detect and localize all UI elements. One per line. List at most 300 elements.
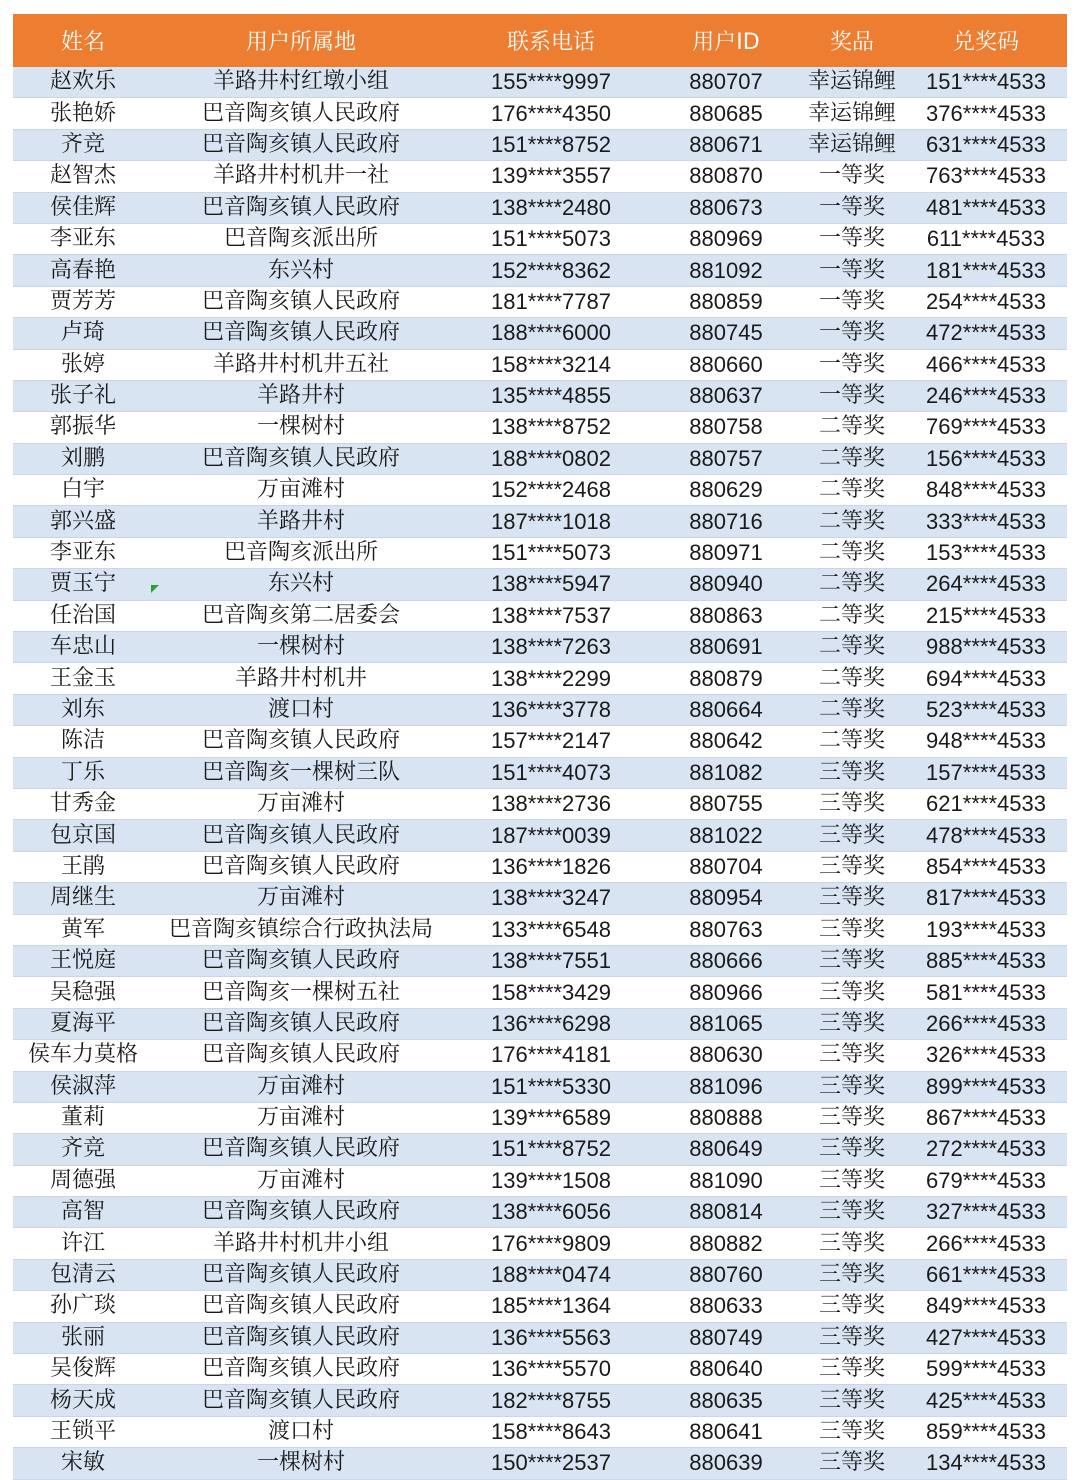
cell-redeem-code: 466****4533 [905,349,1067,380]
cell-user-id: 881090 [653,1165,799,1196]
cell-phone: 138****7263 [449,632,653,663]
cell-name: 张婷 [13,349,153,380]
cell-phone: 158****8643 [449,1416,653,1447]
cell-phone: 151****8752 [449,129,653,160]
cell-prize: 三等奖 [799,788,905,819]
cell-location: 渡口村 [153,1416,449,1447]
cell-phone: 155****9997 [449,67,653,98]
cell-name: 甘秀金 [13,788,153,819]
cell-user-id: 880971 [653,537,799,568]
cell-location: 巴音陶亥镇人民政府 [153,1385,449,1416]
cell-prize: 二等奖 [799,537,905,568]
cell-location: 巴音陶亥镇人民政府 [153,192,449,223]
cell-phone: 138****3247 [449,883,653,914]
cell-phone: 157****2147 [449,726,653,757]
table-row [13,1040,1067,1071]
cell-name: 王锁平 [13,1416,153,1447]
cell-phone: 138****2299 [449,663,653,694]
cell-name: 王金玉 [13,663,153,694]
table-row [13,694,1067,725]
cell-name: 任治国 [13,600,153,631]
cell-prize: 三等奖 [799,1322,905,1353]
cell-prize: 三等奖 [799,851,905,882]
table-row [13,1291,1067,1322]
cell-name: 吴俊辉 [13,1354,153,1385]
cell-prize: 一等奖 [799,380,905,411]
table-row [13,600,1067,631]
cell-prize: 二等奖 [799,569,905,600]
cell-redeem-code: 427****4533 [905,1322,1067,1353]
cell-phone: 151****8752 [449,1134,653,1165]
cell-location: 巴音陶亥镇人民政府 [153,1291,449,1322]
cell-user-id: 880882 [653,1228,799,1259]
cell-prize: 三等奖 [799,1385,905,1416]
cell-redeem-code: 181****4533 [905,255,1067,286]
cell-location: 巴音陶亥镇人民政府 [153,945,449,976]
cell-prize: 一等奖 [799,192,905,223]
cell-redeem-code: 215****4533 [905,600,1067,631]
cell-prize: 一等奖 [799,161,905,192]
cell-user-id: 880639 [653,1448,799,1479]
cell-prize: 三等奖 [799,820,905,851]
cell-user-id: 880716 [653,506,799,537]
table-row [13,1385,1067,1416]
header-location: 用户所属地 [153,14,449,67]
cell-redeem-code: 327****4533 [905,1197,1067,1228]
cell-name: 齐竞 [13,1134,153,1165]
cell-redeem-code: 763****4533 [905,161,1067,192]
cell-user-id: 880630 [653,1040,799,1071]
cell-location: 巴音陶亥镇人民政府 [153,851,449,882]
cell-redeem-code: 694****4533 [905,663,1067,694]
cell-prize: 三等奖 [799,1071,905,1102]
cell-location: 巴音陶亥派出所 [153,537,449,568]
cell-phone: 188****0802 [449,443,653,474]
cell-name: 李亚东 [13,223,153,254]
cell-name: 董莉 [13,1102,153,1133]
table-row [13,380,1067,411]
header-user-id: 用户ID [653,14,799,67]
table-row [13,569,1067,600]
cell-prize: 二等奖 [799,726,905,757]
cell-user-id: 881065 [653,1008,799,1039]
cell-phone: 158****3429 [449,977,653,1008]
cell-name: 丁乐 [13,757,153,788]
cell-phone: 138****6056 [449,1197,653,1228]
table-row [13,914,1067,945]
cell-prize: 二等奖 [799,600,905,631]
cell-location: 万亩滩村 [153,883,449,914]
header-prize: 奖品 [799,14,905,67]
cell-phone: 188****6000 [449,318,653,349]
cell-prize: 二等奖 [799,632,905,663]
cell-location: 巴音陶亥一棵树三队 [153,757,449,788]
cell-name: 赵欢乐 [13,67,153,98]
table-row [13,1165,1067,1196]
cell-name: 周德强 [13,1165,153,1196]
cell-redeem-code: 478****4533 [905,820,1067,851]
cell-name: 侯车力莫格 [13,1040,153,1071]
cell-prize: 幸运锦鲤 [799,67,905,98]
cell-location: 羊路井村机井小组 [153,1228,449,1259]
cell-name: 陈洁 [13,726,153,757]
table-row [13,349,1067,380]
cell-phone: 138****2480 [449,192,653,223]
cell-prize: 三等奖 [799,977,905,1008]
cell-user-id: 880954 [653,883,799,914]
cell-user-id: 880637 [653,380,799,411]
cell-user-id: 880757 [653,443,799,474]
cell-prize: 一等奖 [799,223,905,254]
cell-phone: 176****4181 [449,1040,653,1071]
cell-name: 杨天成 [13,1385,153,1416]
cell-redeem-code: 266****4533 [905,1228,1067,1259]
cell-prize: 三等奖 [799,1134,905,1165]
cell-name: 张子礼 [13,380,153,411]
table-row [13,192,1067,223]
table-row [13,1354,1067,1385]
cell-location: 万亩滩村 [153,788,449,819]
cell-user-id: 880745 [653,318,799,349]
cell-location: 巴音陶亥镇人民政府 [153,1259,449,1290]
cell-redeem-code: 523****4533 [905,694,1067,725]
table-row [13,1071,1067,1102]
cell-name: 高智 [13,1197,153,1228]
cell-phone: 139****6589 [449,1102,653,1133]
cell-prize: 二等奖 [799,694,905,725]
cell-name: 齐竞 [13,129,153,160]
cell-phone: 136****1826 [449,851,653,882]
cell-location: 一棵树村 [153,632,449,663]
cell-redeem-code: 254****4533 [905,286,1067,317]
cell-user-id: 880640 [653,1354,799,1385]
cell-user-id: 880760 [653,1259,799,1290]
cell-phone: 138****8752 [449,412,653,443]
cell-name: 白宇 [13,475,153,506]
cell-location: 万亩滩村 [153,1102,449,1133]
cell-prize: 三等奖 [799,1354,905,1385]
cell-user-id: 881096 [653,1071,799,1102]
cell-location: 一棵树村 [153,1448,449,1479]
cell-user-id: 881092 [653,255,799,286]
table-body [13,67,1067,1479]
cell-user-id: 880870 [653,161,799,192]
cell-user-id: 880758 [653,412,799,443]
cell-user-id: 880704 [653,851,799,882]
cell-location: 巴音陶亥镇人民政府 [153,1354,449,1385]
cell-user-id: 880755 [653,788,799,819]
cell-user-id: 880641 [653,1416,799,1447]
cell-name: 车忠山 [13,632,153,663]
cell-user-id: 880969 [653,223,799,254]
cell-user-id: 880649 [653,1134,799,1165]
cell-prize: 三等奖 [799,1165,905,1196]
cell-redeem-code: 679****4533 [905,1165,1067,1196]
cell-location: 巴音陶亥镇人民政府 [153,318,449,349]
winners-table [13,14,1067,1480]
cell-prize: 三等奖 [799,1416,905,1447]
cell-name: 包京国 [13,820,153,851]
cell-user-id: 880888 [653,1102,799,1133]
cell-prize: 二等奖 [799,475,905,506]
cell-prize: 三等奖 [799,1448,905,1479]
cell-location: 巴音陶亥镇人民政府 [153,1322,449,1353]
cell-redeem-code: 581****4533 [905,977,1067,1008]
cell-prize: 一等奖 [799,349,905,380]
cell-phone: 135****4855 [449,380,653,411]
cell-user-id: 880707 [653,67,799,98]
table-row [13,506,1067,537]
table-row [13,1322,1067,1353]
cell-phone: 138****7551 [449,945,653,976]
cell-redeem-code: 854****4533 [905,851,1067,882]
cell-location: 羊路井村机井五社 [153,349,449,380]
table-row [13,1228,1067,1259]
cell-location: 渡口村 [153,694,449,725]
cell-prize: 三等奖 [799,1228,905,1259]
table-row [13,1416,1067,1447]
header-name: 姓名 [13,14,153,67]
cell-user-id: 880666 [653,945,799,976]
table-row [13,318,1067,349]
cell-user-id: 880814 [653,1197,799,1228]
cell-name: 王鹃 [13,851,153,882]
cell-prize: 二等奖 [799,443,905,474]
cell-redeem-code: 885****4533 [905,945,1067,976]
table-header-row [13,14,1067,67]
cell-name: 卢琦 [13,318,153,349]
cell-user-id: 880671 [653,129,799,160]
cell-redeem-code: 472****4533 [905,318,1067,349]
table-row [13,883,1067,914]
cell-prize: 幸运锦鲤 [799,129,905,160]
cell-phone: 133****6548 [449,914,653,945]
cell-redeem-code: 376****4533 [905,98,1067,129]
cell-phone: 152****8362 [449,255,653,286]
table-row [13,161,1067,192]
cell-phone: 176****9809 [449,1228,653,1259]
cell-phone: 176****4350 [449,98,653,129]
cell-redeem-code: 333****4533 [905,506,1067,537]
cell-user-id: 880635 [653,1385,799,1416]
cell-redeem-code: 769****4533 [905,412,1067,443]
cell-redeem-code: 599****4533 [905,1354,1067,1385]
cell-location: 巴音陶亥镇人民政府 [153,286,449,317]
cell-user-id: 880940 [653,569,799,600]
cell-location: 巴音陶亥镇人民政府 [153,726,449,757]
cell-redeem-code: 134****4533 [905,1448,1067,1479]
cell-phone: 151****5073 [449,223,653,254]
cell-phone: 187****0039 [449,820,653,851]
cell-name: 黄军 [13,914,153,945]
cell-phone: 139****3557 [449,161,653,192]
table-row [13,443,1067,474]
table-row [13,663,1067,694]
cell-name: 吴稳强 [13,977,153,1008]
table-row [13,726,1067,757]
cell-location: 万亩滩村 [153,1165,449,1196]
cell-redeem-code: 266****4533 [905,1008,1067,1039]
cell-user-id: 880879 [653,663,799,694]
table-row [13,286,1067,317]
cell-name: 刘东 [13,694,153,725]
cell-phone: 136****5570 [449,1354,653,1385]
cell-redeem-code: 326****4533 [905,1040,1067,1071]
cell-name: 李亚东 [13,537,153,568]
cell-phone: 151****5073 [449,537,653,568]
cell-redeem-code: 264****4533 [905,569,1067,600]
table-row [13,1134,1067,1165]
cell-name: 高春艳 [13,255,153,286]
cell-name: 王悦庭 [13,945,153,976]
header-phone: 联系电话 [449,14,653,67]
cell-name: 赵智杰 [13,161,153,192]
cell-phone: 188****0474 [449,1259,653,1290]
cell-prize: 三等奖 [799,1040,905,1071]
cell-name: 侯淑萍 [13,1071,153,1102]
cell-redeem-code: 153****4533 [905,537,1067,568]
cell-prize: 二等奖 [799,412,905,443]
cell-user-id: 880660 [653,349,799,380]
cell-redeem-code: 246****4533 [905,380,1067,411]
table-row [13,757,1067,788]
cell-user-id: 880685 [653,98,799,129]
cell-prize: 三等奖 [799,1291,905,1322]
cell-name: 郭振华 [13,412,153,443]
table-row [13,412,1067,443]
cell-redeem-code: 631****4533 [905,129,1067,160]
cell-name: 孙广琰 [13,1291,153,1322]
cell-name: 张丽 [13,1322,153,1353]
cell-user-id: 880629 [653,475,799,506]
cell-location: 巴音陶亥镇人民政府 [153,443,449,474]
cell-location: 巴音陶亥镇综合行政执法局 [153,914,449,945]
cell-redeem-code: 948****4533 [905,726,1067,757]
cell-prize: 三等奖 [799,1259,905,1290]
cell-prize: 三等奖 [799,1102,905,1133]
table-row [13,67,1067,98]
cell-redeem-code: 193****4533 [905,914,1067,945]
cell-user-id: 880642 [653,726,799,757]
table-row [13,537,1067,568]
cell-prize: 一等奖 [799,286,905,317]
cell-name: 包清云 [13,1259,153,1290]
cell-user-id: 880763 [653,914,799,945]
table-row [13,129,1067,160]
cell-location: 巴音陶亥一棵树五社 [153,977,449,1008]
cell-name: 夏海平 [13,1008,153,1039]
cell-name: 周继生 [13,883,153,914]
cell-location: 巴音陶亥镇人民政府 [153,1134,449,1165]
table-row [13,223,1067,254]
cell-redeem-code: 817****4533 [905,883,1067,914]
cell-phone: 136****3778 [449,694,653,725]
cell-prize: 三等奖 [799,1197,905,1228]
cell-redeem-code: 611****4533 [905,223,1067,254]
cell-phone: 138****2736 [449,788,653,819]
cell-location: 羊路井村机井一社 [153,161,449,192]
table-row [13,851,1067,882]
cell-location: 羊路井村 [153,506,449,537]
cell-phone: 182****8755 [449,1385,653,1416]
cell-redeem-code: 867****4533 [905,1102,1067,1133]
cell-phone: 151****4073 [449,757,653,788]
cell-prize: 二等奖 [799,506,905,537]
cell-location: 一棵树村 [153,412,449,443]
table-row [13,945,1067,976]
cell-prize: 三等奖 [799,1008,905,1039]
cell-phone: 152****2468 [449,475,653,506]
table-row [13,98,1067,129]
cell-phone: 185****1364 [449,1291,653,1322]
cell-prize: 一等奖 [799,318,905,349]
table-row [13,1259,1067,1290]
cell-location: 羊路井村 [153,380,449,411]
cell-user-id: 880691 [653,632,799,663]
cell-name: 郭兴盛 [13,506,153,537]
cell-comment-marker [151,585,159,593]
cell-location: 羊路井村机井 [153,663,449,694]
cell-user-id: 880633 [653,1291,799,1322]
cell-phone: 139****1508 [449,1165,653,1196]
cell-redeem-code: 151****4533 [905,67,1067,98]
cell-location: 巴音陶亥镇人民政府 [153,1008,449,1039]
cell-location: 巴音陶亥镇人民政府 [153,820,449,851]
cell-redeem-code: 481****4533 [905,192,1067,223]
cell-redeem-code: 156****4533 [905,443,1067,474]
cell-prize: 三等奖 [799,883,905,914]
cell-name: 宋敏 [13,1448,153,1479]
cell-user-id: 881082 [653,757,799,788]
cell-redeem-code: 849****4533 [905,1291,1067,1322]
cell-redeem-code: 157****4533 [905,757,1067,788]
cell-name: 张艳娇 [13,98,153,129]
cell-phone: 187****1018 [449,506,653,537]
cell-name: 刘鹏 [13,443,153,474]
cell-redeem-code: 621****4533 [905,788,1067,819]
table-row [13,1008,1067,1039]
cell-user-id: 880673 [653,192,799,223]
cell-user-id: 880749 [653,1322,799,1353]
cell-redeem-code: 272****4533 [905,1134,1067,1165]
table-row [13,788,1067,819]
cell-name: 贾芳芳 [13,286,153,317]
cell-phone: 151****5330 [449,1071,653,1102]
table-row [13,475,1067,506]
cell-location: 万亩滩村 [153,475,449,506]
cell-name: 侯佳辉 [13,192,153,223]
cell-location: 巴音陶亥镇人民政府 [153,1197,449,1228]
cell-redeem-code: 988****4533 [905,632,1067,663]
cell-location: 羊路井村红墩小组 [153,67,449,98]
cell-prize: 一等奖 [799,255,905,286]
cell-user-id: 881022 [653,820,799,851]
table-row [13,255,1067,286]
cell-user-id: 880664 [653,694,799,725]
cell-location: 东兴村 [153,569,449,600]
cell-redeem-code: 661****4533 [905,1259,1067,1290]
table-row [13,1448,1067,1479]
cell-prize: 幸运锦鲤 [799,98,905,129]
cell-location: 巴音陶亥镇人民政府 [153,129,449,160]
cell-phone: 136****6298 [449,1008,653,1039]
cell-redeem-code: 899****4533 [905,1071,1067,1102]
cell-location: 巴音陶亥第二居委会 [153,600,449,631]
cell-location: 巴音陶亥镇人民政府 [153,98,449,129]
table-row [13,977,1067,1008]
cell-phone: 158****3214 [449,349,653,380]
cell-prize: 三等奖 [799,914,905,945]
